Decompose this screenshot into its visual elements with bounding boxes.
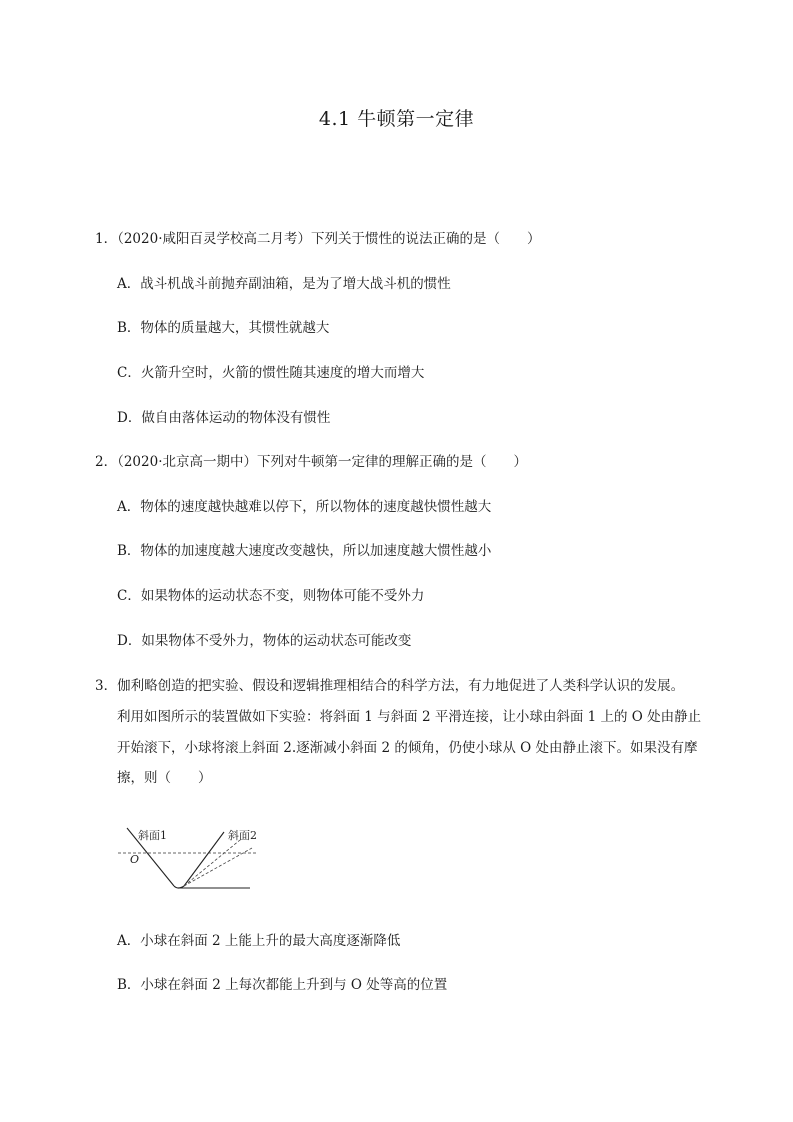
slope-2-reduced-1 <box>184 840 240 886</box>
question-3-option-b: B．小球在斜面 2 上每次都能上升到与 O 处等高的位置 <box>117 977 448 993</box>
question-3-stem-line-3: 开始滚下，小球将滚上斜面 2.逐渐减小斜面 2 的倾角，仍使小球从 O 处由静止滚下。如果没有摩 <box>117 740 698 756</box>
page-title: 4.1 牛顿第一定律 <box>318 108 475 130</box>
point-o-label: O <box>130 853 140 866</box>
slope-2-reduced-2 <box>184 848 252 886</box>
slope-2-label: 斜面2 <box>228 829 257 842</box>
question-3-stem-line-2: 利用如图所示的装置做如下实验：将斜面 1 与斜面 2 平滑连接，让小球由斜面 1 上的 O 处由静止 <box>117 709 702 725</box>
question-1-option-a: A．战斗机战斗前抛弃副油箱，是为了增大战斗机的惯性 <box>117 276 451 292</box>
question-2-stem: 2．（2020·北京高一期中）下列对牛顿第一定律的理解正确的是（ ） <box>95 454 527 470</box>
question-3-option-a: A．小球在斜面 2 上能上升的最大高度逐渐降低 <box>117 933 401 949</box>
slope-2 <box>184 832 224 886</box>
inclined-planes-figure <box>112 822 262 894</box>
question-2-option-d: D．如果物体不受外力，物体的运动状态可能改变 <box>117 633 412 649</box>
question-1-stem: 1．（2020·咸阳百灵学校高二月考）下列关于惯性的说法正确的是（ ） <box>95 231 541 247</box>
slope-1-label: 斜面1 <box>138 829 167 842</box>
question-1-option-b: B．物体的质量越大，其惯性就越大 <box>117 320 330 336</box>
question-3-stem-line-1: 3．伽利略创造的把实验、假设和逻辑推理相结合的科学方法，有力地促进了人类科学认识的发展。 <box>95 678 685 694</box>
question-1-option-d: D．做自由落体运动的物体没有惯性 <box>117 410 331 426</box>
question-2-option-b: B．物体的加速度越大速度改变越快，所以加速度越大惯性越小 <box>117 543 492 559</box>
question-2-option-a: A．物体的速度越快越难以停下，所以物体的速度越快惯性越大 <box>117 499 492 515</box>
question-2-option-c: C．如果物体的运动状态不变，则物体可能不受外力 <box>117 588 425 604</box>
question-3-stem-line-4: 擦，则（ ） <box>117 770 212 786</box>
question-1-option-c: C．火箭升空时，火箭的惯性随其速度的增大而增大 <box>117 365 425 381</box>
